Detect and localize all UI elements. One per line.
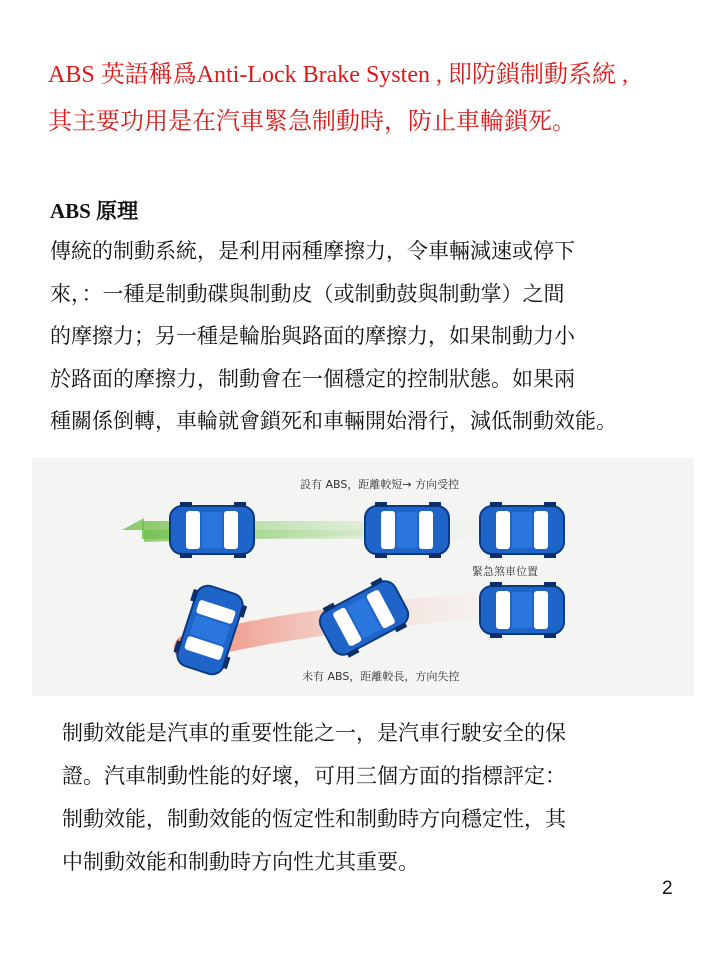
- car-abs-2: [365, 502, 449, 558]
- paragraph-line: 制動效能，制動效能的恆定性和制動時方向穩定性，其: [62, 807, 566, 831]
- paragraph-line: 於路面的摩擦力，制動會在一個穩定的控制狀態。如果兩: [50, 366, 575, 391]
- paragraph-line: 的摩擦力；另一種是輪胎與路面的摩擦力，如果制動力小: [50, 324, 575, 348]
- car-noabs-2: [314, 574, 414, 663]
- figure-label-with-abs: 設有 ABS，距離較短→ 方向受控: [300, 478, 460, 491]
- paragraph-line: 傳統的制動系統，是利用兩種摩擦力，令車輛減速或停下: [50, 239, 575, 263]
- car-noabs-1: [480, 582, 564, 638]
- paragraph-line: 中制動效能和制動時方向性尤其重要。: [62, 850, 419, 874]
- figure-label-brake-point: 緊急煞車位置: [472, 565, 538, 578]
- car-abs-1: [170, 502, 254, 558]
- section-heading: ABS 原理: [50, 199, 139, 223]
- abs-braking-diagram: [32, 458, 694, 696]
- paragraph-braking-performance: [62, 712, 682, 884]
- intro-text: [48, 52, 708, 144]
- paragraph-line: 證。汽車制動性能的好壞，可用三個方面的指標評定：: [62, 764, 566, 788]
- figure-label-without-abs: 未有 ABS，距離較長，方向失控: [302, 670, 460, 683]
- intro-line-2: 其主要功用是在汽車緊急制動時，防止車輪鎖死。: [48, 107, 576, 135]
- intro-line-1: ABS 英語稱爲Anti-Lock Brake Systen , 即防鎖制動系統 ,: [48, 62, 628, 88]
- paragraph-abs-principle: [50, 230, 710, 443]
- paragraph-line: 種關係倒轉，車輪就會鎖死和車輛開始滑行，減低制動效能。: [50, 409, 617, 433]
- page-number: 2: [662, 878, 673, 899]
- car-abs-3: [480, 502, 564, 558]
- paragraph-line: 來，：一種是制動碟與制動皮（或制動鼓與制動掌）之間: [50, 281, 565, 306]
- paragraph-line: 制動效能是汽車的重要性能之一，是汽車行駛安全的保: [62, 721, 566, 745]
